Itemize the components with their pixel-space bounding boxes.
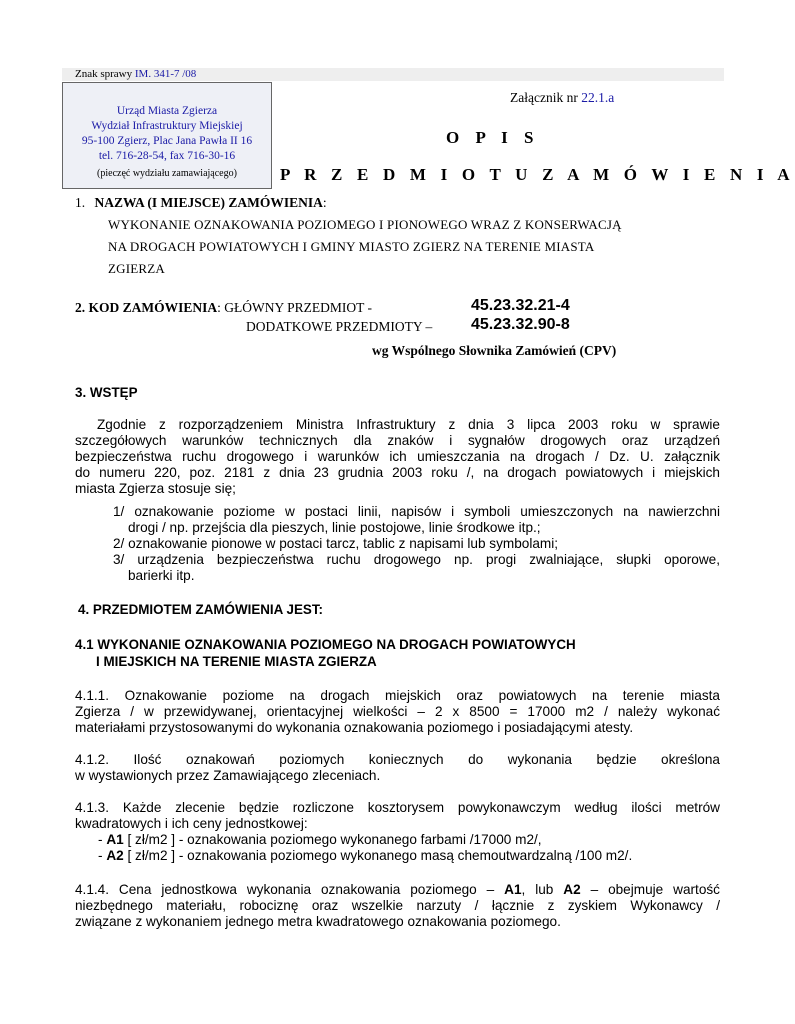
p414-line1: [75, 882, 720, 898]
p412-line: w wystawionych przez Zamawiającego zleceniach.: [75, 768, 381, 783]
p413-line: kwadratowych i ich ceny jednostkowej:: [75, 816, 308, 831]
section41-title-line2: I MIEJSKICH NA TERENIE MIASTA ZGIERZA: [96, 654, 377, 669]
section4-title: 4. PRZEDMIOTEM ZAMÓWIENIA JEST:: [78, 602, 324, 617]
list-item: 3/ urządzenia bezpieczeństwa ruchu drogowego np. progi zwalniające, słupki oporowe,: [113, 552, 720, 567]
annex-value: 22.1.a: [581, 90, 615, 105]
cpv-main-code: 45.23.32.21-4: [471, 297, 570, 314]
section1-colon: :: [322, 195, 327, 210]
p414-code-a2: A2: [563, 882, 581, 897]
price-item-dash: -: [98, 832, 107, 847]
section1-line: NA DROGACH POWIATOWYCH I GMINY MIASTO ZGIERZ NA TERENIE MIASTA: [108, 239, 595, 254]
price-item-a2: [98, 848, 632, 864]
intro-line: bezpieczeństwa ruchu drogowego i warunków ich umieszczania na drogach / Dz. U. załącznik: [75, 449, 720, 464]
cpv-extra-code: 45.23.32.90-8: [471, 316, 570, 333]
paragraph-4-1-4: [75, 882, 720, 930]
p414-line3: związane z wykonaniem jednego metra kwadratowego oznakowania poziomego.: [75, 914, 561, 929]
intro-line: szczegółowych warunków technicznych dla znaków i sygnałów drogowych oraz urządzeń: [75, 433, 720, 448]
price-code-a1: A1: [106, 832, 124, 847]
p411-line: materiałami przystosowanymi do wykonania oznakowania poziomego i posiadającymi atesty.: [75, 720, 634, 735]
list-item: 2/ oznakowanie pionowe w postaci tarcz, tablic z napisami lub symbolami;: [113, 536, 559, 551]
section3-intro: [75, 417, 720, 497]
stamp-line-address: 95-100 Zgierz, Plac Jana Pawła II 16: [81, 135, 253, 147]
case-reference: [75, 68, 196, 80]
section2-main-label: : GŁÓWNY PRZEDMIOT -: [217, 300, 373, 315]
stamp-line-department: Wydział Infrastruktury Miejskiej: [91, 120, 243, 132]
p411-line: 4.1.1. Oznakowanie poziome na drogach miejskich oraz powiatowych na terenie miasta: [75, 688, 720, 703]
p413-line: 4.1.3. Każde zlecenie będzie rozliczone kosztorysem powykonawczym według ilości metrów: [75, 800, 720, 815]
annex-number: [510, 90, 614, 106]
p414-line2: niezbędnego materiału, robociznę oraz wszelkie narzuty / łącznie z zyskiem Wykonawcy /: [75, 898, 720, 913]
section1-heading: [75, 195, 327, 211]
stamp-line-office: Urząd Miasta Zgierza: [116, 105, 218, 117]
price-item-a1-text: [ zł/m2 ] - oznakowania poziomego wykonanego farbami /17000 m2/,: [123, 832, 542, 847]
office-stamp: [62, 82, 272, 189]
p414-code-a1: A1: [504, 882, 522, 897]
section1-line: ZGIERZA: [108, 261, 165, 276]
price-item-a1: [98, 832, 542, 848]
section2-extra-label: DODATKOWE PRZEDMIOTY –: [246, 319, 433, 334]
p412-line: 4.1.2. Ilość oznakowań poziomych koniecznych do wykonania będzie określona: [75, 752, 720, 767]
section3-title: 3. WSTĘP: [75, 385, 138, 400]
intro-line: miasta Zgierza stosuje się;: [75, 481, 236, 496]
p414-mid: , lub: [521, 882, 564, 897]
section1-title: NAZWA (I MIEJSCE) ZAMÓWIENIA: [94, 195, 323, 210]
section2-main-row: [75, 300, 372, 316]
paragraph-4-1-2: [75, 752, 720, 784]
section41-title-line1: 4.1 WYKONANIE OZNAKOWANIA POZIOMEGO NA DROGACH POWIATOWYCH: [75, 637, 576, 652]
list-item-cont: drogi / np. przejścia dla pieszych, linie postojowe, linie środkowe itp.;: [128, 520, 541, 535]
section1-line: WYKONANIE OZNAKOWANIA POZIOMEGO I PIONOWEGO WRAZ Z KONSERWACJĄ: [108, 217, 622, 232]
p411-line: Zgierza / w przewidywanej, orientacyjnej wielkości – 2 x 8500 = 17000 m2 / należy wykonać: [75, 704, 720, 719]
list-item-cont: barierki itp.: [128, 568, 195, 583]
intro-line: do numeru 220, poz. 2181 z dnia 23 grudnia 2003 roku /, na drogach powiatowych i miejskich: [75, 465, 720, 480]
price-item-a2-text: [ zł/m2 ] - oznakowania poziomego wykonanego masą chemoutwardzalną /100 m2/.: [123, 848, 633, 863]
p414-pre: 4.1.4. Cena jednostkowa wykonania oznakowania poziomego –: [75, 882, 505, 897]
section2-title: 2. KOD ZAMÓWIENIA: [75, 300, 218, 315]
annex-label: Załącznik nr: [510, 90, 578, 105]
doc-title-przedmiot: P R Z E D M I O T U Z A M Ó W I E N I A: [280, 165, 795, 184]
section1-number: 1.: [75, 195, 86, 210]
doc-title-opis: O P I S: [446, 128, 540, 147]
case-reference-value: IM. 341-7 /08: [134, 68, 197, 80]
cpv-note: wg Wspólnego Słownika Zamówień (CPV): [372, 343, 617, 358]
list-item: 1/ oznakowanie poziome w postaci linii, napisów i symboli umieszczonych na nawierzchni: [113, 504, 720, 519]
p414-post: – obejmuje wartość: [580, 882, 720, 897]
section3-list: [113, 504, 720, 584]
paragraph-4-1-1: [75, 688, 720, 736]
price-code-a2: A2: [106, 848, 124, 863]
stamp-line-phone: tel. 716-28-54, fax 716-30-16: [98, 150, 236, 162]
intro-line: Zgodnie z rozporządzeniem Ministra Infrastruktury z dnia 3 lipca 2003 roku w sprawie: [97, 417, 720, 432]
price-item-dash: -: [98, 848, 107, 863]
paragraph-4-1-3: [75, 800, 720, 832]
stamp-caption: (pieczęć wydziału zamawiającego): [97, 168, 237, 179]
case-reference-label: Znak sprawy: [75, 68, 133, 80]
